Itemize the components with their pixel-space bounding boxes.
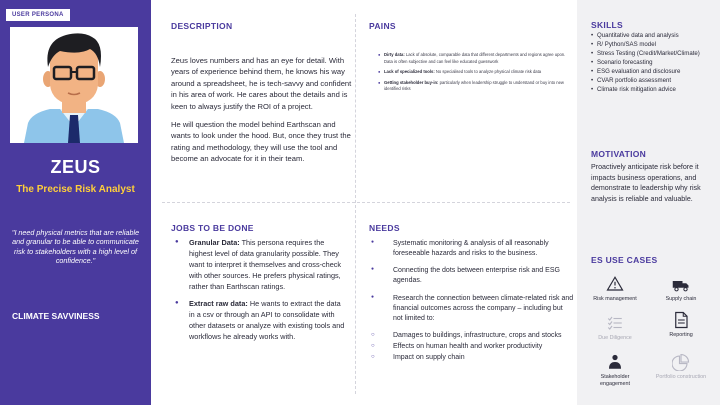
use-case-stakeholder-engagement — [586, 353, 644, 388]
job-label: Extract raw data: — [189, 298, 248, 308]
climate-savviness-label: CLIMATE SAVVINESS — [12, 311, 100, 321]
list-item: • Quantitative data and analysis — [591, 31, 719, 40]
use-case-label: Reporting — [669, 332, 693, 338]
persona-panel — [0, 0, 151, 405]
motivation-heading: MOTIVATION — [591, 149, 647, 159]
list-item: ● Connecting the dots between enterprise risk and ESG agendas. — [369, 266, 574, 286]
needs-list — [369, 239, 574, 364]
pains-section — [355, 0, 577, 200]
list-item: • Stress Testing (Credit/Market/Climate) — [591, 49, 719, 58]
use-case-supply-chain — [652, 275, 710, 303]
job-text: He wants to extract the data in a csv or through an API to consolidate with other datasets or analyze with existing tools and workflows he already works with. — [189, 298, 345, 341]
use-case-label: Due Diligence — [598, 335, 632, 341]
due-diligence-icon — [606, 314, 624, 332]
list-item — [378, 69, 566, 76]
use-case-due-diligence — [586, 314, 644, 342]
list-item: • CVAR portfolio assessment — [591, 76, 719, 85]
list-item: • Climate risk mitigation advice — [591, 85, 719, 94]
list-item: • Scenario forecasting — [591, 58, 719, 67]
description-paragraph: He will question the model behind Earthscan and wants to look under the hood. But, once they trust the rating and methodology, they will use the tool and become an advocate for it in their team. — [171, 119, 351, 164]
use-case-risk-management — [586, 275, 644, 303]
right-column — [577, 0, 720, 405]
list-item: ○ Effects on human health and worker productivity — [369, 342, 574, 352]
motivation-text: Proactively anticipate risk before it impacts business operations, and demonstrate to leadership why risk analysis is reliable and valuable. — [591, 163, 701, 203]
persona-name: ZEUS — [50, 157, 101, 177]
portfolio-construction-icon — [672, 353, 690, 371]
persona-title: The Precise Risk Analyst — [16, 184, 135, 195]
list-item — [378, 80, 566, 93]
pain-text: particularly when leadership struggle to understand or buy into new identified risks — [384, 79, 564, 91]
use-case-label: Supply chain — [665, 296, 697, 302]
persona-portrait-illustration — [10, 27, 138, 143]
needs-section — [355, 204, 577, 405]
supply-chain-icon — [672, 275, 690, 293]
list-item: ○ Damages to buildings, infrastructure, crops and stocks — [369, 331, 574, 341]
list-item: • R/ Python/SAS model — [591, 40, 719, 49]
jobs-section — [151, 204, 355, 405]
pains-list — [378, 52, 566, 97]
list-item: ● Research the connection between climate-related risk and financial outcomes across the company – including but not limited to: — [369, 294, 574, 324]
pain-text: Lack of absolute, comparable data that different departments and regions agree upon. Data is often subjective and can feel like educated guesswork — [384, 52, 566, 64]
job-label: Granular Data: — [189, 238, 240, 247]
skills-heading: SKILLS — [591, 20, 624, 30]
use-case-reporting — [652, 311, 710, 339]
job-text: This persona requires the highest level of data granularity possible. They want to interpret it themselves and cross-check with other sources. He prefers physical ratings, rather than Earthscan ratings. — [189, 238, 342, 291]
persona-quote: "I need physical metrics that are reliable and granular to be able to communicate risk to stakeholders with a high level of confidence." — [11, 228, 140, 266]
description-heading: DESCRIPTION — [171, 21, 233, 31]
use-case-portfolio-construction — [652, 353, 710, 381]
list-item: ○ Impact on supply chain — [369, 353, 574, 363]
use-case-label: Risk management — [593, 296, 637, 302]
list-item — [175, 299, 347, 343]
skills-list — [591, 31, 719, 94]
list-item — [378, 52, 566, 65]
list-item: ● Systematic monitoring & analysis of all reasonably foreseeable hazards and risks to the business. — [369, 239, 574, 259]
pain-label: Dirty data: — [384, 52, 405, 57]
list-item: • ESG evaluation and disclosure — [591, 67, 719, 76]
use-case-label: Portfolio construction — [655, 374, 707, 380]
needs-heading: NEEDS — [369, 223, 400, 233]
pain-label: Lack of specialized tools: — [384, 69, 435, 74]
jobs-list — [175, 238, 347, 348]
description-paragraph: Zeus loves numbers and has an eye for detail. With years of experience behind them, he knows his way around a spreadsheet, he is tech-savvy and confident in his area of work. He cares about the details and is keen to always justify the ROI of a project. — [171, 56, 352, 111]
pains-heading: PAINS — [369, 21, 396, 31]
description-body — [171, 55, 353, 172]
stakeholder-engagement-icon — [606, 353, 624, 371]
section-divider — [162, 202, 570, 203]
risk-management-icon — [606, 275, 624, 293]
list-item — [175, 238, 347, 293]
pain-label: Getting stakeholder buy-in: — [384, 79, 439, 85]
reporting-icon — [672, 311, 690, 329]
user-persona-badge: USER PERSONA — [6, 9, 70, 21]
persona-avatar — [10, 27, 138, 143]
use-cases-heading: ES USE CASES — [591, 255, 658, 265]
description-section — [151, 0, 355, 200]
jobs-heading: JOBS TO BE DONE — [171, 223, 254, 233]
use-case-label: Stakeholder engagement — [600, 374, 630, 387]
section-divider — [355, 14, 356, 394]
pain-text: No specialised tools to analyze physical climate risk data — [434, 69, 542, 74]
